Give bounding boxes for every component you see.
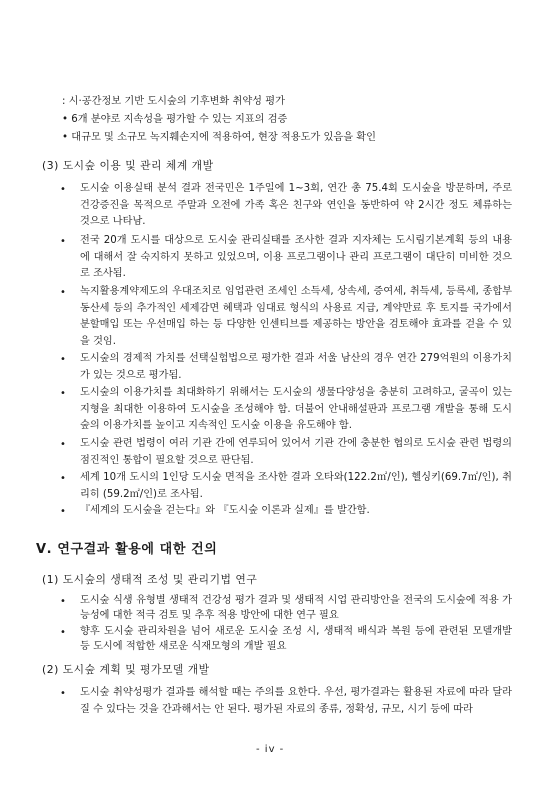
bullet-text: 전국 20개 도시를 대상으로 도시숲 관리실태를 조사한 결과 지자체는 도시림기본계획 등의 내용에 대해서 잘 숙지하지 못하고 있었으며, 이용 프로그램이나 관리 프로그램이 대단히 미비한 것으로 조사됨. [80,235,512,280]
bullet-icon: • [62,132,69,143]
bullet-text: 도시숲 취약성평가 결과를 해석할 때는 주의를 요한다. 우선, 평가결과는 활용된 자료에 따라 달라질 수 있다는 것을 간과해서는 안 된다. 평가된 자료의 종류, 정확성, 규모, 시기 등에 따라 [80,687,512,715]
intro-item [62,95,285,109]
bullet-text: 녹지활용계약제도의 우대조치로 임업관련 조세인 소득세, 상속세, 증여세, 취득세, 등록세, 종합부동산세 등의 추가적인 세제감면 혜택과 임대료 형식의 사용료 지급, 계약만료 후 토지를 국가에서 분할매입 또는 우선매입 하는 등 다양한 인센티브를 제공하는 방안을 검토해야 효과를 걷을 수 있을 것임. [80,286,512,347]
intro-item [62,113,287,127]
bullet-icon: • [60,506,66,517]
bullet-text: 세계 10개 도시의 1인당 도시숲 면적을 조사한 결과 오타와(122.2㎡/인), 헬싱키(69.7㎡/인), 취리히 (59.2㎡/인)로 조사됨. [80,472,512,500]
bullet-icon: • [60,388,66,399]
bullet-icon: • [60,473,66,484]
bullet-icon: • [60,354,66,365]
bullet-icon: • [60,627,66,638]
bullet-text: 도시숲 식생 유형별 생태적 건강성 평가 결과 및 생태적 시업 관리방안을 전국의 도시숲에 적용 가능성에 대한 적극 검토 및 추후 적용 방안에 대한 연구 필요 [80,595,512,621]
bullet-text: 도시숲 관련 법령이 여러 기관 간에 연루되어 있어서 기관 간에 충분한 협의로 도시숲 관련 법령의 점진적인 통합이 필요할 것으로 판단됨. [80,438,512,466]
section-heading: (1) 도시숲의 생태적 조성 및 관리기법 연구 [42,573,258,586]
item-text: 시·공간정보 기반 도시숲의 기후변화 취약성 평가 [68,96,285,107]
bullet-icon: • [60,688,66,699]
bullet-text: 『세계의 도시숲을 걷는다』와 『도시숲 이론과 실제』를 발간함. [80,505,370,516]
page-number: - iv - [256,744,285,755]
item-text: 6개 분야로 지속성을 평가할 수 있는 지표의 검증 [71,114,288,125]
bullet-text: 도시숲의 이용가치를 최대화하기 위해서는 도시숲의 생물다양성을 충분히 고려하고, 굴곡이 있는 지형을 최대한 이용하여 도시숲을 조성해야 함. 더불어 안내해설판과 프로그램 개발을 통해 도시숲의 이용가치를 높이고 지속적인 도시숲 이용을 유도해야 함. [80,387,512,432]
section-heading: (3) 도시숲 이용 및 관리 체계 개발 [42,159,214,172]
intro-item [62,131,376,145]
bullet-icon: • [60,236,66,247]
bullet-icon: • [60,596,66,607]
bullet-icon: • [60,184,66,195]
section-heading: (2) 도시숲 계획 및 평가모델 개발 [42,663,210,676]
bullet-text: 도시숲의 경제적 가치를 선택실험법으로 평가한 결과 서울 남산의 경우 연간 279억원의 이용가치가 있는 것으로 평가됨. [80,353,512,381]
bullet-text: 향후 도시숲 관리차원을 넘어 새로운 도시숲 조성 시, 생태적 배식과 복원 등에 관련된 모델개발 등 도시에 적합한 새로운 식재모형의 개발 필요 [80,626,512,652]
item-marker: : [62,96,66,107]
item-text: 대규모 및 소규모 녹지훼손지에 적용하여, 현장 적용도가 있음을 확인 [71,132,376,143]
bullet-icon: • [62,114,69,125]
bullet-icon: • [60,439,66,450]
chapter-heading: Ⅴ. 연구결과 활용에 대한 건의 [36,542,218,557]
bullet-text: 도시숲 이용실태 분석 결과 전국민은 1주일에 1~3회, 연간 총 75.4회 도시숲을 방문하며, 주로 건강증진을 목적으로 주말과 오전에 가족 혹은 친구와 연인을 동반하여 약 2시간 정도 체류하는 것으로 나타남. [80,183,512,228]
bullet-icon: • [60,287,66,298]
